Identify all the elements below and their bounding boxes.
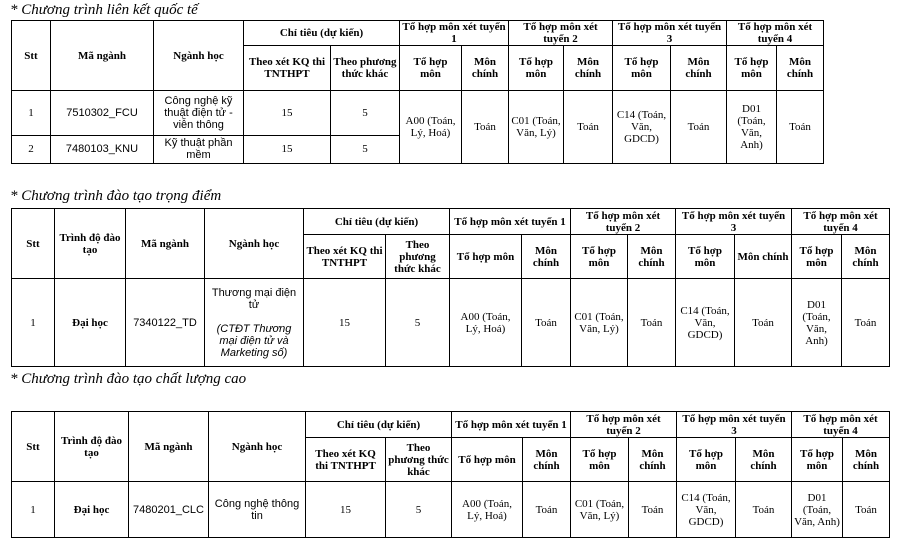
table-intl xyxy=(11,20,824,164)
header-quota-other: Theo phương thức khác xyxy=(386,235,450,279)
header-main: Môn chính xyxy=(628,235,676,279)
cell-main4: Toán xyxy=(842,279,890,367)
header-quota: Chỉ tiêu (dự kiến) xyxy=(306,412,452,438)
table-key xyxy=(11,208,890,367)
cell-code: 7480201_CLC xyxy=(129,482,209,538)
cell-combo3: C14 (Toán, Văn, GDCD) xyxy=(677,482,736,538)
cell-code: 7480103_KNU xyxy=(51,135,154,163)
cell-main1: Toán xyxy=(523,482,571,538)
cell-combo1: A00 (Toán, Lý, Hoá) xyxy=(450,279,522,367)
cell-major: Công nghệ thông tin xyxy=(209,482,306,538)
header-combo2: Tổ hợp môn xét tuyển 2 xyxy=(571,209,676,235)
cell-combo4: D01 (Toán, Văn, Anh) xyxy=(727,91,777,164)
header-combo4: Tổ hợp môn xét tuyển 4 xyxy=(792,209,890,235)
cell-major: Kỹ thuật phần mềm xyxy=(154,135,244,163)
header-quota: Chỉ tiêu (dự kiến) xyxy=(304,209,450,235)
cell-combo2: C01 (Toán, Văn, Lý) xyxy=(571,482,629,538)
header-combo: Tổ hợp môn xyxy=(792,235,842,279)
header-main: Môn chính xyxy=(842,235,890,279)
cell-main1: Toán xyxy=(462,91,509,164)
header-main: Môn chính xyxy=(735,235,792,279)
header-quota: Chỉ tiêu (dự kiến) xyxy=(244,21,400,46)
header-main: Môn chính xyxy=(843,438,890,482)
header-main: Môn chính xyxy=(671,46,727,91)
header-combo: Tổ hợp môn xyxy=(792,438,843,482)
header-combo1: Tổ hợp môn xét tuyển 1 xyxy=(400,21,509,46)
cell-main2: Toán xyxy=(564,91,613,164)
cell-stt: 2 xyxy=(12,135,51,163)
header-combo3: Tổ hợp môn xét tuyển 3 xyxy=(676,209,792,235)
cell-level: Đại học xyxy=(55,279,126,367)
header-major: Ngành học xyxy=(209,412,306,482)
header-combo: Tổ hợp môn xyxy=(509,46,564,91)
cell-stt: 1 xyxy=(12,91,51,135)
cell-combo3: C14 (Toán, Văn, GDCD) xyxy=(613,91,671,164)
cell-main3: Toán xyxy=(735,279,792,367)
header-quota-other: Theo phương thức khác xyxy=(386,438,452,482)
cell-code: 7510302_FCU xyxy=(51,91,154,135)
cell-main2: Toán xyxy=(629,482,677,538)
cell-combo4: D01 (Toán, Văn, Anh) xyxy=(792,279,842,367)
cell-combo2: C01 (Toán, Văn, Lý) xyxy=(509,91,564,164)
table-row xyxy=(12,279,890,367)
cell-quota-other: 5 xyxy=(386,279,450,367)
cell-quota-exam: 15 xyxy=(306,482,386,538)
header-row xyxy=(12,21,824,46)
section-title-intl: * Chương trình liên kết quốc tế xyxy=(10,2,198,18)
header-quota-other: Theo phương thức khác xyxy=(331,46,400,91)
cell-quota-exam: 15 xyxy=(244,91,331,135)
header-row xyxy=(12,412,890,438)
header-combo: Tổ hợp môn xyxy=(571,235,628,279)
header-combo3: Tổ hợp môn xét tuyển 3 xyxy=(677,412,792,438)
header-main: Môn chính xyxy=(523,438,571,482)
header-main: Môn chính xyxy=(777,46,824,91)
major-note: (CTĐT Thương mại điện tử và Marketing số) xyxy=(216,322,292,359)
header-combo2: Tổ hợp môn xét tuyển 2 xyxy=(571,412,677,438)
table-hq xyxy=(11,411,890,538)
major-name: Thương mại điện tử xyxy=(211,286,297,311)
cell-main4: Toán xyxy=(777,91,824,164)
cell-combo3: C14 (Toán, Văn, GDCD) xyxy=(676,279,735,367)
header-quota-exam: Theo xét KQ thi TNTHPT xyxy=(244,46,331,91)
cell-major: Công nghệ kỹ thuật điện tử - viễn thông xyxy=(154,91,244,135)
header-combo1: Tổ hợp môn xét tuyển 1 xyxy=(450,209,571,235)
header-combo4: Tổ hợp môn xét tuyển 4 xyxy=(792,412,890,438)
header-major: Ngành học xyxy=(154,21,244,91)
section-title-key: * Chương trình đào tạo trọng điểm xyxy=(10,188,222,204)
header-combo1: Tổ hợp môn xét tuyển 1 xyxy=(452,412,571,438)
header-level: Trình độ đào tạo xyxy=(55,209,126,279)
cell-stt: 1 xyxy=(12,482,55,538)
cell-quota-exam: 15 xyxy=(244,135,331,163)
cell-main1: Toán xyxy=(522,279,571,367)
cell-combo1: A00 (Toán, Lý, Hoá) xyxy=(452,482,523,538)
header-combo: Tổ hợp môn xyxy=(400,46,462,91)
header-quota-exam: Theo xét KQ thi TNTHPT xyxy=(306,438,386,482)
header-main: Môn chính xyxy=(564,46,613,91)
cell-level: Đại học xyxy=(55,482,129,538)
header-code: Mã ngành xyxy=(51,21,154,91)
cell-major xyxy=(205,279,304,367)
header-combo: Tổ hợp môn xyxy=(613,46,671,91)
header-quota-exam: Theo xét KQ thi TNTHPT xyxy=(304,235,386,279)
cell-combo1: A00 (Toán, Lý, Hoá) xyxy=(400,91,462,164)
header-code: Mã ngành xyxy=(126,209,205,279)
cell-main2: Toán xyxy=(628,279,676,367)
header-stt: Stt xyxy=(12,209,55,279)
header-combo3: Tổ hợp môn xét tuyển 3 xyxy=(613,21,727,46)
table-row xyxy=(12,482,890,538)
header-combo2: Tổ hợp môn xét tuyển 2 xyxy=(509,21,613,46)
cell-quota-other: 5 xyxy=(331,135,400,163)
header-combo: Tổ hợp môn xyxy=(677,438,736,482)
header-main: Môn chính xyxy=(522,235,571,279)
cell-main3: Toán xyxy=(736,482,792,538)
cell-quota-exam: 15 xyxy=(304,279,386,367)
cell-main3: Toán xyxy=(671,91,727,164)
header-major: Ngành học xyxy=(205,209,304,279)
cell-code: 7340122_TD xyxy=(126,279,205,367)
header-stt: Stt xyxy=(12,412,55,482)
header-main: Môn chính xyxy=(736,438,792,482)
cell-combo4: D01 (Toán, Văn, Anh) xyxy=(792,482,843,538)
header-code: Mã ngành xyxy=(129,412,209,482)
header-main: Môn chính xyxy=(462,46,509,91)
header-combo: Tổ hợp môn xyxy=(676,235,735,279)
cell-combo2: C01 (Toán, Văn, Lý) xyxy=(571,279,628,367)
header-combo: Tổ hợp môn xyxy=(450,235,522,279)
section-title-hq: * Chương trình đào tạo chất lượng cao xyxy=(10,371,247,387)
header-combo: Tổ hợp môn xyxy=(727,46,777,91)
cell-stt: 1 xyxy=(12,279,55,367)
header-level: Trình độ đào tạo xyxy=(55,412,129,482)
table-row xyxy=(12,91,824,135)
cell-quota-other: 5 xyxy=(386,482,452,538)
header-combo4: Tổ hợp môn xét tuyển 4 xyxy=(727,21,824,46)
cell-quota-other: 5 xyxy=(331,91,400,135)
header-stt: Stt xyxy=(12,21,51,91)
header-combo: Tổ hợp môn xyxy=(571,438,629,482)
cell-main4: Toán xyxy=(843,482,890,538)
header-main: Môn chính xyxy=(629,438,677,482)
header-combo: Tổ hợp môn xyxy=(452,438,523,482)
header-row xyxy=(12,209,890,235)
